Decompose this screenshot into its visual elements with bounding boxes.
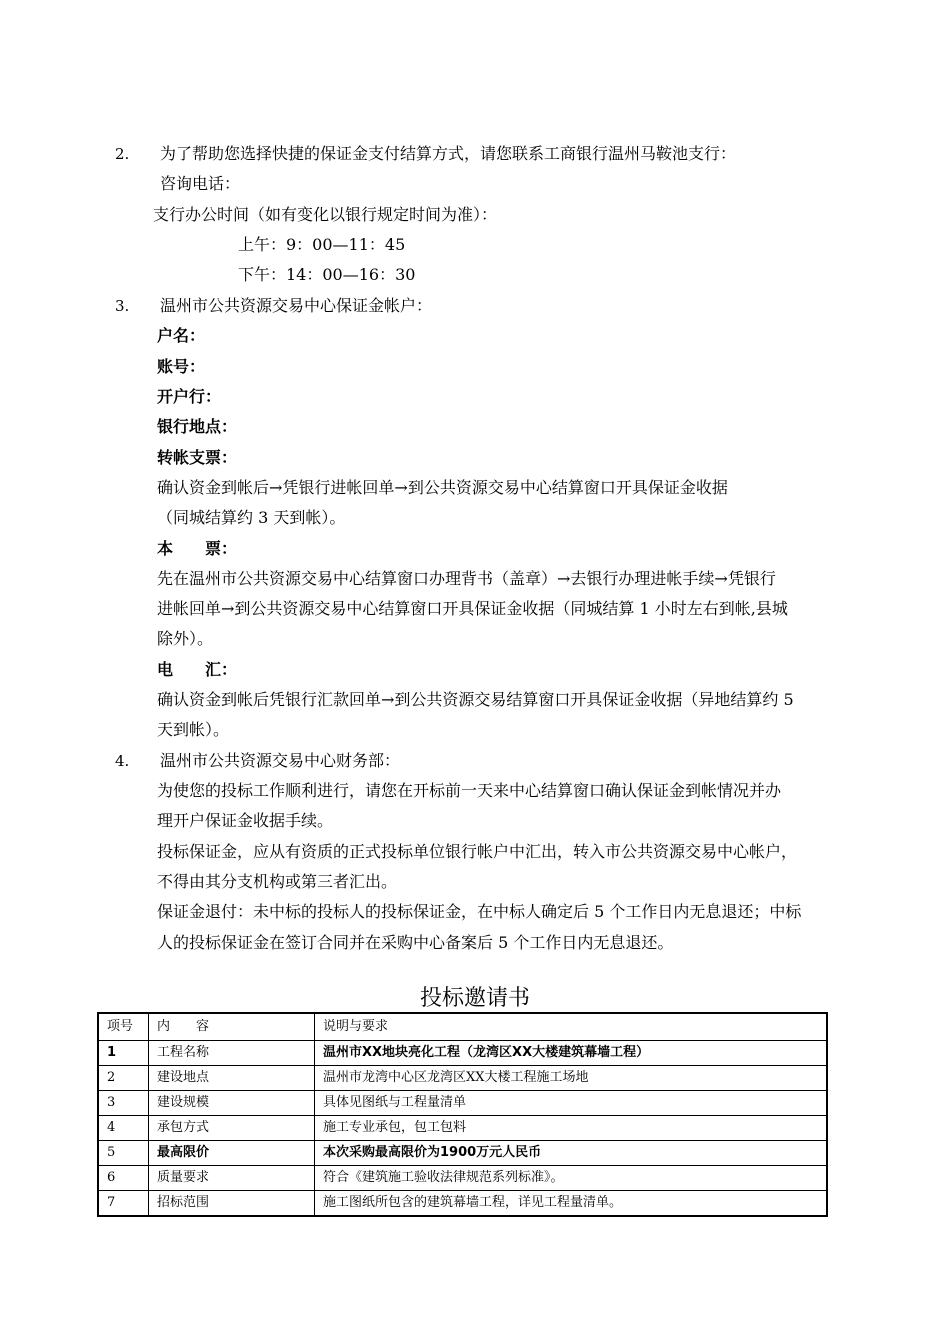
- branch-hours: 支行办公时间（如有变化以银行规定时间为准）：: [153, 205, 498, 224]
- row-value: 施工专业承包，包工包料: [315, 1116, 828, 1141]
- row-number: 7: [98, 1191, 149, 1217]
- row-label: 质量要求: [149, 1166, 315, 1191]
- table-row: [98, 1066, 827, 1091]
- wire-transfer-label: 电 汇：: [157, 660, 238, 679]
- morning-hours: 上午：9：00—11：45: [238, 235, 406, 254]
- row-value: 温州市XX地块亮化工程（龙湾区XX大楼建筑幕墙工程）: [315, 1041, 828, 1066]
- table-row: [98, 1091, 827, 1116]
- header-item-no: 项号: [98, 1013, 149, 1041]
- row-number: 2: [98, 1066, 149, 1091]
- table-row: [98, 1041, 827, 1066]
- row-label: 承包方式: [149, 1116, 315, 1141]
- row-label: 建设地点: [149, 1066, 315, 1091]
- row-value: 符合《建筑施工验收法律规范系列标准》。: [315, 1166, 828, 1191]
- section-3-title: 温州市公共资源交易中心保证金帐户：: [160, 296, 433, 315]
- account-name-label: 户名：: [157, 326, 206, 345]
- row-label: 招标范围: [149, 1191, 315, 1217]
- section-4-number: 4.: [115, 752, 130, 770]
- table-row: [98, 1116, 827, 1141]
- paragraph-2-line-1: 投标保证金，应从有资质的正式投标单位银行帐户中汇出，转入市公共资源交易中心帐户，: [157, 842, 798, 861]
- row-number: 6: [98, 1166, 149, 1191]
- row-value: 本次采购最高限价为1900万元人民币: [315, 1141, 828, 1166]
- table-row: [98, 1191, 827, 1217]
- header-content: 内 容: [149, 1013, 315, 1041]
- bank-draft-line-3: 除外）。: [157, 629, 214, 648]
- section-2-number: 2.: [115, 145, 130, 163]
- row-number: 3: [98, 1091, 149, 1116]
- paragraph-2-line-2: 不得由其分支机构或第三者汇出。: [157, 872, 398, 891]
- row-label: 工程名称: [149, 1041, 315, 1066]
- paragraph-3-line-2: 人的投标保证金在签订合同并在采购中心备案后 5 个工作日内无息退还。: [157, 933, 674, 952]
- table-row: [98, 1141, 827, 1166]
- afternoon-hours: 下午：14：00—16：30: [238, 265, 416, 284]
- transfer-check-line-2: （同城结算约 3 天到帐）。: [157, 508, 346, 527]
- paragraph-1-line-1: 为使您的投标工作顺利进行，请您在开标前一天来中心结算窗口确认保证金到帐情况并办: [157, 781, 782, 800]
- row-number: 5: [98, 1141, 149, 1166]
- transfer-check-line-1: 确认资金到帐后→凭银行进帐回单→到公共资源交易中心结算窗口开具保证金收据: [157, 478, 728, 497]
- invitation-table: [97, 1012, 828, 1217]
- account-number-label: 账号：: [157, 357, 206, 376]
- bank-draft-line-2: 进帐回单→到公共资源交易中心结算窗口开具保证金收据（同城结算 1 小时左右到帐,县城: [157, 599, 788, 618]
- transfer-check-label: 转帐支票：: [157, 448, 238, 467]
- bank-address-label: 银行地点：: [157, 417, 238, 436]
- bank-draft-line-1: 先在温州市公共资源交易中心结算窗口办理背书（盖章）→去银行办理进帐手续→凭银行: [157, 569, 776, 588]
- bank-label: 开户行：: [157, 387, 222, 406]
- table-header-row: [98, 1013, 827, 1041]
- paragraph-3-line-1: 保证金退付：未中标的投标人的投标保证金，在中标人确定后 5 个工作日内无息退还；中标: [157, 902, 802, 921]
- section-2-text: 为了帮助您选择快捷的保证金支付结算方式，请您联系工商银行温州马鞍池支行：: [160, 144, 737, 163]
- table-row: [98, 1166, 827, 1191]
- row-label: 建设规模: [149, 1091, 315, 1116]
- row-number: 4: [98, 1116, 149, 1141]
- wire-transfer-line-1: 确认资金到帐后凭银行汇款回单→到公共资源交易结算窗口开具保证金收据（异地结算约 5: [157, 690, 794, 709]
- consult-phone: 咨询电话：: [160, 174, 241, 193]
- wire-transfer-line-2: 天到帐）。: [157, 720, 230, 739]
- row-value: 具体见图纸与工程量清单: [315, 1091, 828, 1116]
- section-3-number: 3.: [115, 297, 130, 315]
- row-value: 施工图纸所包含的建筑幕墙工程，详见工程量清单。: [315, 1191, 828, 1217]
- section-4-title: 温州市公共资源交易中心财务部：: [160, 751, 401, 770]
- header-requirements: 说明与要求: [315, 1013, 828, 1041]
- paragraph-1-line-2: 理开户保证金收据手续。: [157, 811, 334, 830]
- invitation-title: 投标邀请书: [419, 986, 530, 1011]
- row-value: 温州市龙湾中心区龙湾区XX大楼工程施工场地: [315, 1066, 828, 1091]
- row-number: 1: [98, 1041, 149, 1066]
- row-label: 最高限价: [149, 1141, 315, 1166]
- bank-draft-label: 本 票：: [157, 539, 238, 558]
